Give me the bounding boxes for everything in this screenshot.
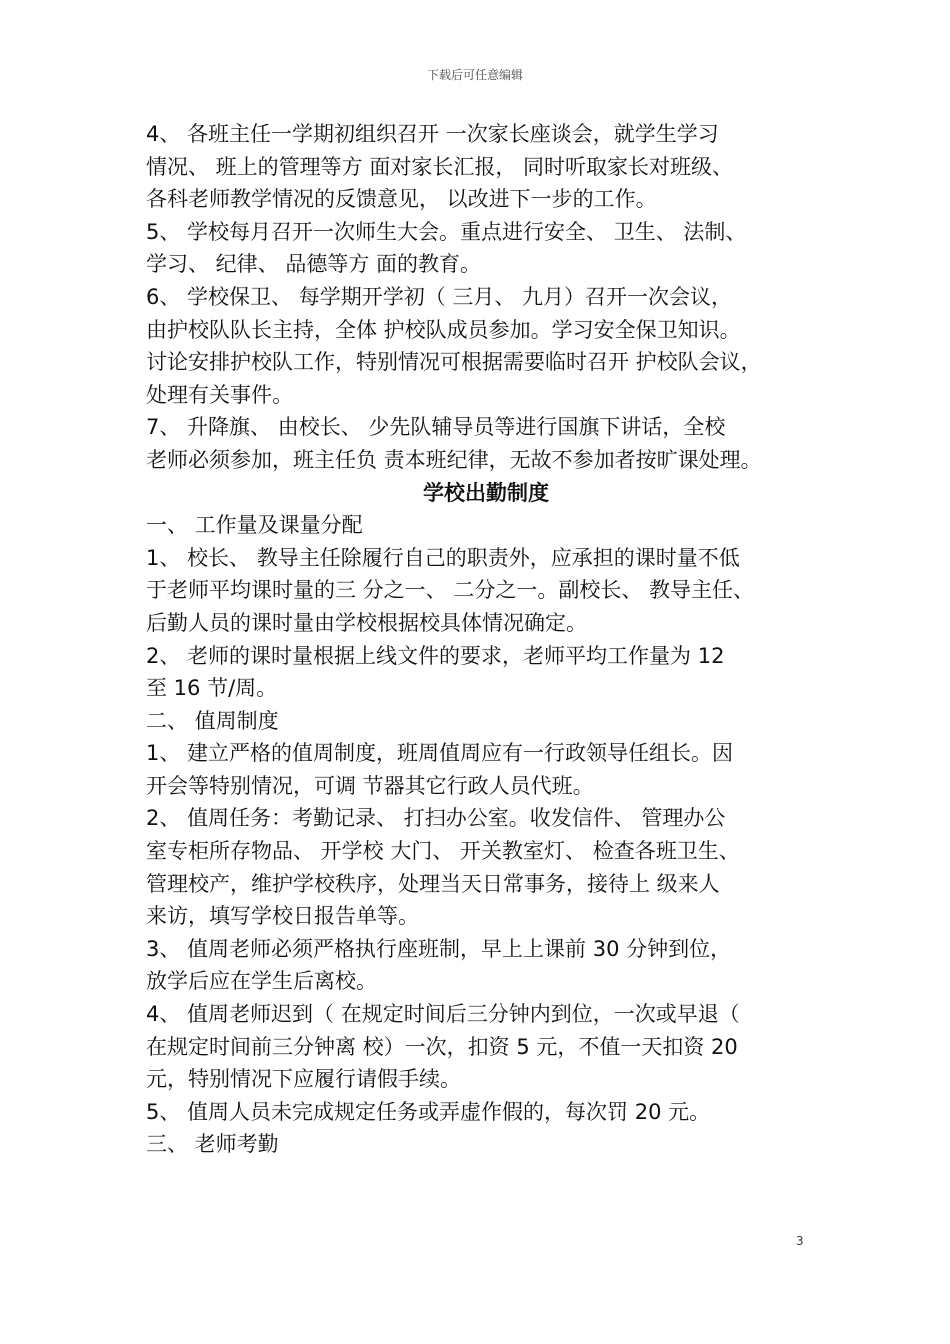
text-line: 处理有关事件。 bbox=[146, 382, 293, 407]
text-line: 1、 校长、 教导主任除履行自己的职责外，应承担的课时量不低 bbox=[146, 545, 740, 570]
section-heading: 三、 老师考勤 bbox=[146, 1132, 279, 1157]
page-number: 3 bbox=[796, 1234, 804, 1248]
text-line: 管理校产，维护学校秩序，处理当天日常事务，接待上 级来人 bbox=[146, 871, 720, 896]
text-line: 2、 老师的课时量根据上线文件的要求，老师平均工作量为 12 bbox=[146, 643, 725, 668]
text-line: 来访，填写学校日报告单等。 bbox=[146, 904, 419, 929]
text-line: 由护校队队长主持，全体 护校队成员参加。学习安全保卫知识。 bbox=[146, 317, 741, 342]
body-text bbox=[146, 118, 826, 1161]
text-line: 老师必须参加，班主任负 责本班纪律，无故不参加者按旷课处理。 bbox=[146, 447, 762, 472]
page-header: 下载后可任意编辑 bbox=[426, 68, 523, 82]
text-line: 至 16 节/周。 bbox=[146, 676, 278, 701]
section-heading: 一、 工作量及课量分配 bbox=[146, 513, 363, 538]
text-line: 5、 学校每月召开一次师生大会。重点进行安全、 卫生、 法制、 bbox=[146, 219, 747, 244]
section-title: 学校出勤制度 bbox=[423, 480, 549, 505]
text-line: 2、 值周任务：考勤记录、 打扫办公室。收发信件、 管理办公 bbox=[146, 806, 726, 831]
text-line: 4、 各班主任一学期初组织召开 一次家长座谈会，就学生学习 bbox=[146, 122, 719, 146]
text-line: 放学后应在学生后离校。 bbox=[146, 969, 377, 994]
text-line: 6、 学校保卫、 每学期开学初（ 三月、 九月）召开一次会议， bbox=[146, 284, 733, 309]
section-heading: 二、 值周制度 bbox=[146, 708, 279, 733]
text-line: 讨论安排护校队工作，特别情况可根据需要临时召开 护校队会议， bbox=[146, 350, 762, 375]
text-line: 室专柜所存物品、 开学校 大门、 开关教室灯、 检查各班卫生、 bbox=[146, 839, 740, 864]
text-line: 情况、 班上的管理等方 面对家长汇报， 同时听取家长对班级、 bbox=[146, 154, 734, 179]
text-line: 在规定时间前三分钟离 校）一次，扣资 5 元，不值一天扣资 20 bbox=[146, 1034, 738, 1059]
text-line: 于老师平均课时量的三 分之一、 二分之一。副校长、 教导主任、 bbox=[146, 578, 755, 603]
text-line: 7、 升降旗、 由校长、 少先队辅导员等进行国旗下讲话，全校 bbox=[146, 415, 726, 440]
text-line: 5、 值周人员未完成规定任务或弄虚作假的，每次罚 20 元。 bbox=[146, 1099, 711, 1124]
text-line: 学习、 纪律、 品德等方 面的教育。 bbox=[146, 252, 482, 277]
text-line: 3、 值周老师必须严格执行座班制，早上上课前 30 分钟到位， bbox=[146, 936, 732, 961]
text-line: 开会等特别情况，可调 节器其它行政人员代班。 bbox=[146, 773, 594, 798]
text-line: 4、 值周老师迟到（ 在规定时间后三分钟内到位，一次或早退（ bbox=[146, 1002, 740, 1027]
text-line: 1、 建立严格的值周制度，班周值周应有一行政领导任组长。因 bbox=[146, 741, 734, 766]
text-line: 元，特别情况下应履行请假手续。 bbox=[146, 1067, 461, 1092]
text-line: 后勤人员的课时量由学校根据校具体情况确定。 bbox=[146, 610, 587, 635]
text-line: 各科老师教学情况的反馈意见， 以改进下一步的工作。 bbox=[146, 187, 657, 212]
